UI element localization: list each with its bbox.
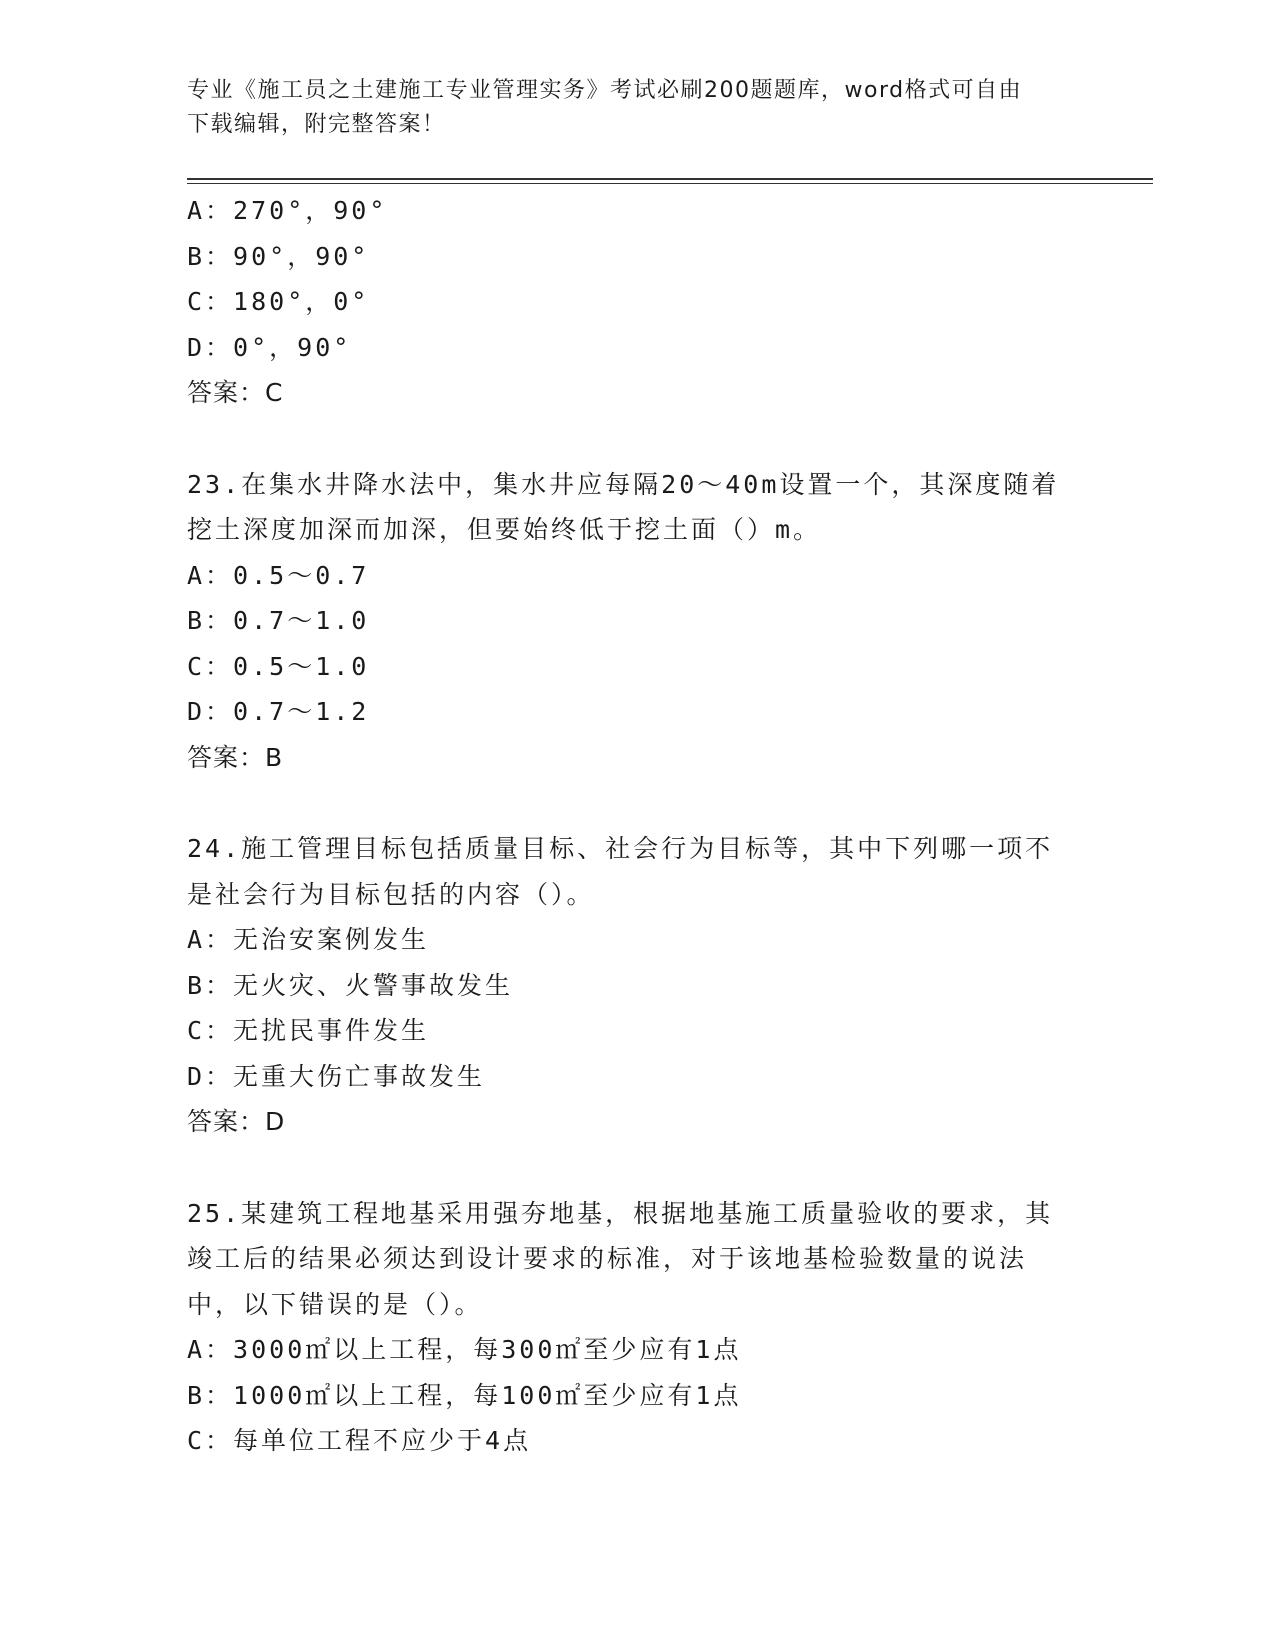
option-b: B：1000㎡以上工程，每100㎡至少应有1点 (187, 1380, 742, 1410)
question-22 (187, 188, 1077, 416)
option-d: D：0.7～1.2 (187, 697, 370, 726)
answer: 答案：D (187, 1107, 286, 1136)
option-a: A：3000㎡以上工程，每300㎡至少应有1点 (187, 1335, 742, 1364)
option-c: C：180°，0° (187, 287, 370, 316)
question-stem: 25.某建筑工程地基采用强夯地基，根据地基施工质量验收的要求，其竣工后的结果必须达到设计要求的标准，对于该地基检验数量的说法中，以下错误的是（）。 (187, 1198, 1054, 1319)
header-line-1: 专业《施工员之土建施工专业管理实务》考试必刷200题题库，word格式可自由 (187, 78, 1023, 103)
question-stem: 24.施工管理目标包括质量目标、社会行为目标等，其中下列哪一项不是社会行为目标包括的内容（）。 (187, 834, 1054, 909)
answer: 答案：C (187, 378, 284, 407)
option-b: B：0.7～1.0 (187, 606, 370, 635)
option-a: A：无治安案例发生 (187, 925, 430, 954)
question-stem: 23.在集水井降水法中，集水井应每隔20～40m设置一个，其深度随着挖土深度加深而加深，但要始终低于挖土面（）m。 (187, 469, 1060, 544)
header-divider-thick (187, 178, 1153, 180)
option-c: C：0.5～1.0 (187, 651, 370, 681)
option-a: A：270°，90° (187, 196, 388, 225)
option-b: B：90°，90° (187, 241, 370, 271)
option-c: C：无扰民事件发生 (187, 1016, 430, 1045)
option-d: D：无重大伤亡事故发生 (187, 1061, 486, 1091)
question-25 (187, 1191, 1077, 1464)
document-header (187, 74, 1077, 142)
header-line-2: 下载编辑，附完整答案！ (187, 112, 446, 137)
question-23 (187, 462, 1077, 781)
option-b: B：无火灾、火警事故发生 (187, 970, 514, 1000)
question-list (187, 188, 1077, 1464)
option-c: C：每单位工程不应少于4点 (187, 1426, 532, 1455)
option-a: A：0.5～0.7 (187, 560, 370, 590)
header-divider-thin (187, 183, 1153, 184)
answer: 答案：B (187, 742, 284, 772)
option-d: D：0°，90° (187, 332, 352, 362)
question-24 (187, 826, 1077, 1145)
